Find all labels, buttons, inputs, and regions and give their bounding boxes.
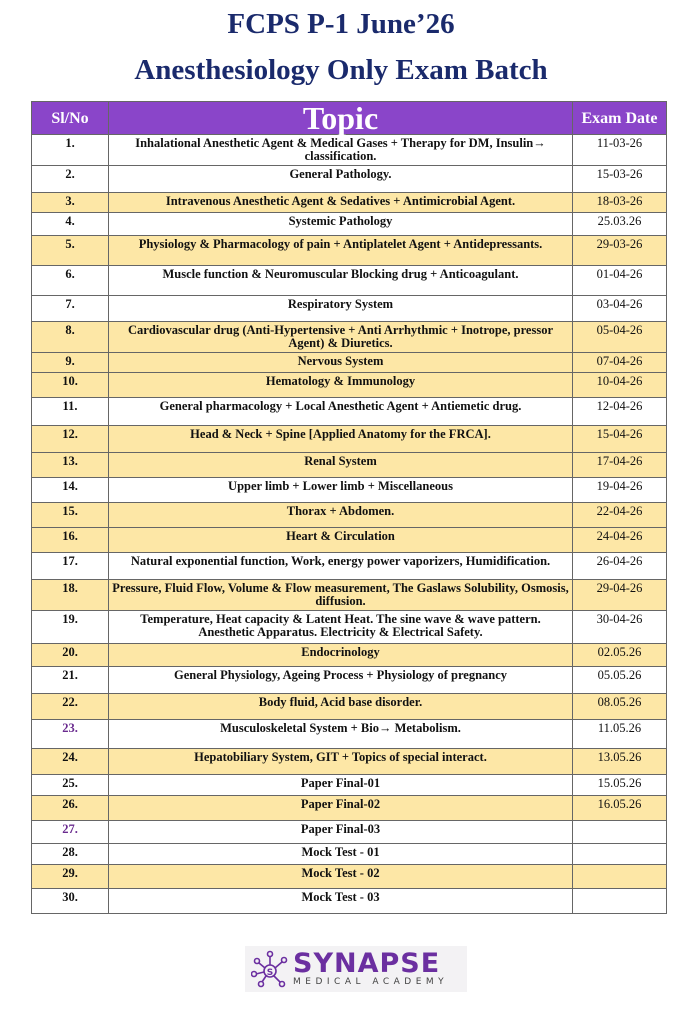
row-topic: Hematology & Immunology: [109, 373, 573, 398]
row-exam-date: 22-04-26: [573, 503, 667, 528]
table-row: [32, 694, 667, 720]
row-number: 26.: [32, 796, 109, 821]
table-row: [32, 749, 667, 775]
row-topic: Heart & Circulation: [109, 528, 573, 553]
row-number: 11.: [32, 398, 109, 426]
table-row: [32, 478, 667, 503]
row-number: 6.: [32, 266, 109, 296]
row-exam-date: 26-04-26: [573, 553, 667, 580]
row-exam-date: 13.05.26: [573, 749, 667, 775]
row-exam-date: 07-04-26: [573, 353, 667, 373]
table-row: [32, 720, 667, 749]
row-number: 28.: [32, 844, 109, 865]
row-topic: Pressure, Fluid Flow, Volume & Flow measurement, The Gaslaws Solubility, Osmosis, diffusion.: [109, 580, 573, 611]
row-exam-date: 01-04-26: [573, 266, 667, 296]
row-exam-date: 17-04-26: [573, 453, 667, 478]
row-topic: Muscle function & Neuromuscular Blocking drug + Anticoagulant.: [109, 266, 573, 296]
row-topic: Physiology & Pharmacology of pain + Antiplatelet Agent + Antidepressants.: [109, 236, 573, 266]
table-row: [32, 266, 667, 296]
row-topic: Intravenous Anesthetic Agent & Sedatives + Antimicrobial Agent.: [109, 193, 573, 213]
row-number: 20.: [32, 644, 109, 667]
row-topic: Inhalational Anesthetic Agent & Medical Gases + Therapy for DM, Insulin→ classification.: [109, 135, 573, 166]
row-number: 13.: [32, 453, 109, 478]
row-exam-date: 08.05.26: [573, 694, 667, 720]
table-row: [32, 135, 667, 166]
row-number: 23.: [32, 720, 109, 749]
table-row: [32, 580, 667, 611]
row-topic: Nervous System: [109, 353, 573, 373]
row-number: 18.: [32, 580, 109, 611]
table-row: [32, 889, 667, 914]
row-number: 1.: [32, 135, 109, 166]
row-topic: Mock Test - 01: [109, 844, 573, 865]
neuron-icon: [251, 950, 289, 988]
row-exam-date: 10-04-26: [573, 373, 667, 398]
row-topic: General Pathology.: [109, 166, 573, 193]
exam-schedule-table: [31, 101, 667, 914]
row-exam-date: 11-03-26: [573, 135, 667, 166]
row-number: 2.: [32, 166, 109, 193]
row-topic: Temperature, Heat capacity & Latent Heat. The sine wave & wave pattern. Anesthetic Apparatus. Electricity & Electrical Safety.: [109, 611, 573, 644]
row-exam-date: 15-04-26: [573, 426, 667, 453]
row-exam-date: 30-04-26: [573, 611, 667, 644]
table-row: [32, 166, 667, 193]
row-exam-date: [573, 844, 667, 865]
row-number: 29.: [32, 865, 109, 889]
row-number: 30.: [32, 889, 109, 914]
row-exam-date: 24-04-26: [573, 528, 667, 553]
row-number: 15.: [32, 503, 109, 528]
row-number: 12.: [32, 426, 109, 453]
table-row: [32, 528, 667, 553]
row-number: 22.: [32, 694, 109, 720]
table-row: [32, 503, 667, 528]
row-exam-date: 11.05.26: [573, 720, 667, 749]
row-topic: Head & Neck + Spine [Applied Anatomy for the FRCA].: [109, 426, 573, 453]
row-exam-date: 29-04-26: [573, 580, 667, 611]
row-topic: Hepatobiliary System, GIT + Topics of special interact.: [109, 749, 573, 775]
logo-name: SYNAPSE: [293, 948, 441, 979]
table-row: [32, 353, 667, 373]
table-row: [32, 775, 667, 796]
row-topic: Cardiovascular drug (Anti-Hypertensive + Anti Arrhythmic + Inotrope, pressor Agent) & Diuretics.: [109, 322, 573, 353]
row-topic: Respiratory System: [109, 296, 573, 322]
row-exam-date: [573, 889, 667, 914]
row-number: 24.: [32, 749, 109, 775]
row-topic: Paper Final-01: [109, 775, 573, 796]
header-topic: Topic: [109, 102, 573, 135]
table-row: [32, 865, 667, 889]
row-number: 27.: [32, 821, 109, 844]
row-exam-date: 25.03.26: [573, 213, 667, 236]
logo-tagline: MEDICAL ACADEMY: [293, 977, 449, 987]
page-title: FCPS P-1 June’26: [227, 8, 455, 40]
row-number: 3.: [32, 193, 109, 213]
table-row: [32, 611, 667, 644]
row-exam-date: 02.05.26: [573, 644, 667, 667]
table-row: [32, 296, 667, 322]
row-exam-date: 15-03-26: [573, 166, 667, 193]
row-number: 16.: [32, 528, 109, 553]
row-number: 14.: [32, 478, 109, 503]
row-topic: Natural exponential function, Work, energy power vaporizers, Humidification.: [109, 553, 573, 580]
page-subtitle: Anesthesiology Only Exam Batch: [134, 54, 548, 86]
svg-text:S: S: [266, 968, 274, 978]
row-topic: General pharmacology + Local Anesthetic Agent + Antiemetic drug.: [109, 398, 573, 426]
row-number: 8.: [32, 322, 109, 353]
row-number: 21.: [32, 667, 109, 694]
row-number: 19.: [32, 611, 109, 644]
row-topic: Endocrinology: [109, 644, 573, 667]
row-topic: Body fluid, Acid base disorder.: [109, 694, 573, 720]
row-topic: Renal System: [109, 453, 573, 478]
row-number: 4.: [32, 213, 109, 236]
table-row: [32, 821, 667, 844]
table-row: [32, 213, 667, 236]
row-exam-date: 16.05.26: [573, 796, 667, 821]
row-exam-date: 29-03-26: [573, 236, 667, 266]
table-row: [32, 426, 667, 453]
table-row: [32, 373, 667, 398]
row-topic: Mock Test - 02: [109, 865, 573, 889]
table-row: [32, 398, 667, 426]
row-number: 10.: [32, 373, 109, 398]
row-exam-date: 19-04-26: [573, 478, 667, 503]
row-exam-date: 03-04-26: [573, 296, 667, 322]
row-number: 5.: [32, 236, 109, 266]
row-exam-date: [573, 821, 667, 844]
synapse-logo: [245, 946, 467, 992]
header-date: Exam Date: [573, 102, 667, 135]
table-row: [32, 236, 667, 266]
row-exam-date: 18-03-26: [573, 193, 667, 213]
row-topic: Mock Test - 03: [109, 889, 573, 914]
table-row: [32, 322, 667, 353]
row-number: 17.: [32, 553, 109, 580]
row-exam-date: 05.05.26: [573, 667, 667, 694]
row-topic: Thorax + Abdomen.: [109, 503, 573, 528]
row-number: 9.: [32, 353, 109, 373]
row-exam-date: 15.05.26: [573, 775, 667, 796]
row-number: 7.: [32, 296, 109, 322]
table-row: [32, 453, 667, 478]
row-exam-date: [573, 865, 667, 889]
table-row: [32, 667, 667, 694]
table-row: [32, 796, 667, 821]
row-topic: General Physiology, Ageing Process + Physiology of pregnancy: [109, 667, 573, 694]
row-topic: Systemic Pathology: [109, 213, 573, 236]
row-topic: Upper limb + Lower limb + Miscellaneous: [109, 478, 573, 503]
table-row: [32, 193, 667, 213]
table-row: [32, 553, 667, 580]
row-exam-date: 05-04-26: [573, 322, 667, 353]
table-row: [32, 844, 667, 865]
row-topic: Paper Final-03: [109, 821, 573, 844]
row-exam-date: 12-04-26: [573, 398, 667, 426]
table-header: [32, 102, 667, 135]
table-row: [32, 644, 667, 667]
row-number: 25.: [32, 775, 109, 796]
row-topic: Musculoskeletal System + Bio→ Metabolism.: [109, 720, 573, 749]
row-topic: Paper Final-02: [109, 796, 573, 821]
header-sl: Sl/No: [32, 102, 109, 135]
